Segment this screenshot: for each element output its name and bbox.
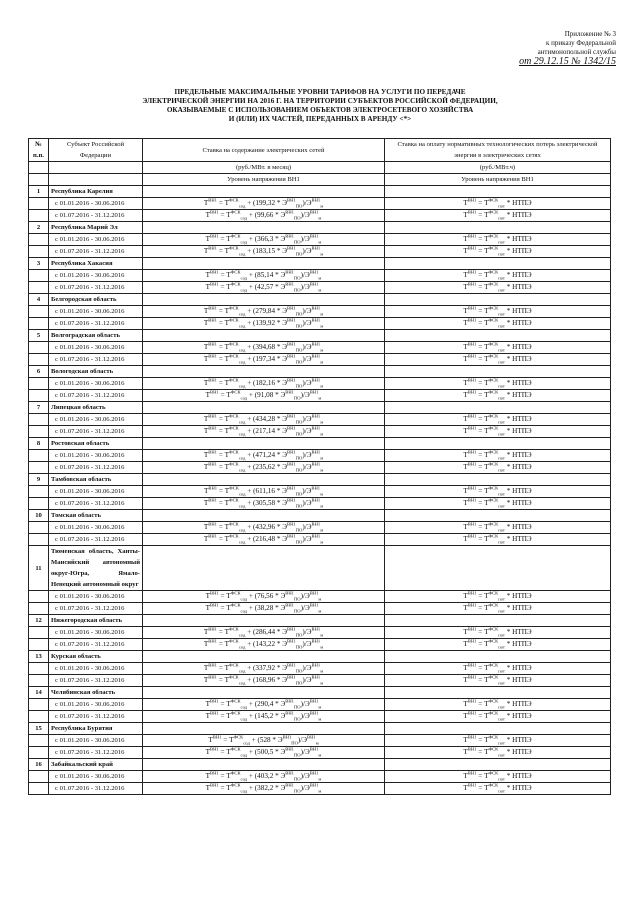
- maintenance-coefficient: 91,08: [257, 391, 274, 399]
- row-number: 8: [29, 438, 49, 450]
- appendix-line-3: антимонопольной службы: [537, 48, 616, 56]
- losses-formula: $T^{ВН1} = T^{ФСК}_{пот}$ * НТПЭ: [385, 591, 611, 603]
- period-label: с 01.07.2016 - 31.12.2016: [49, 498, 143, 510]
- period-label: с 01.01.2016 - 30.06.2016: [49, 591, 143, 603]
- period-num-blank: [29, 603, 49, 615]
- period-num-blank: [29, 234, 49, 246]
- maintenance-coefficient: 168,96: [255, 676, 276, 684]
- losses-formula: $T^{ВН1} = T^{ФСК}_{пот}$ * НТПЭ: [385, 378, 611, 390]
- period-label: с 01.07.2016 - 31.12.2016: [49, 426, 143, 438]
- maintenance-coefficient: 216,48: [255, 535, 276, 543]
- appendix-line-1: Приложение № 3: [564, 30, 616, 38]
- level-losses: Уровень напряжения ВН1: [385, 174, 611, 186]
- region-name: Белгородская область: [49, 294, 143, 306]
- losses-formula: $T^{ВН1} = T^{ФСК}_{пот}$ * НТПЭ: [385, 414, 611, 426]
- maintenance-formula: $T^{ВН1} = T^{ФСК}_{сод} + (382,2 * Э^{ВН1}_{ПО})/Э^{ВН1}_м$: [143, 783, 385, 795]
- period-label: с 01.07.2016 - 31.12.2016: [49, 354, 143, 366]
- region-row: [29, 222, 611, 234]
- region-row: [29, 474, 611, 486]
- period-num-blank: [29, 639, 49, 651]
- maintenance-formula: $T^{ВН1} = T^{ФСК}_{сод} + (143,22 * Э^{ВН1}_{ПО})/Э^{ВН1}_м$: [143, 639, 385, 651]
- maintenance-formula: $T^{ВН1} = T^{ФСК}_{сод} + (305,58 * Э^{ВН1}_{ПО})/Э^{ВН1}_м$: [143, 498, 385, 510]
- losses-formula: $T^{ВН1} = T^{ФСК}_{пот}$ * НТПЭ: [385, 486, 611, 498]
- losses-formula: $T^{ВН1} = T^{ФСК}_{пот}$ * НТПЭ: [385, 462, 611, 474]
- table-level-row: [29, 174, 611, 186]
- region-row: [29, 366, 611, 378]
- level-maintenance: Уровень напряжения ВН1: [143, 174, 385, 186]
- region-name: Республика Бурятия: [49, 723, 143, 735]
- losses-formula: $T^{ВН1} = T^{ФСК}_{пот}$ * НТПЭ: [385, 390, 611, 402]
- period-row: [29, 591, 611, 603]
- region-blank-maintenance: [143, 438, 385, 450]
- region-name: Курская область: [49, 651, 143, 663]
- period-label: с 01.01.2016 - 30.06.2016: [49, 306, 143, 318]
- period-num-blank: [29, 450, 49, 462]
- maintenance-coefficient: 337,92: [255, 664, 276, 672]
- maintenance-coefficient: 290,4: [257, 700, 274, 708]
- period-label: с 01.01.2016 - 30.06.2016: [49, 699, 143, 711]
- maintenance-formula: $T^{ВН1} = T^{ФСК}_{сод} + (394,68 * Э^{ВН1}_{ПО})/Э^{ВН1}_м$: [143, 342, 385, 354]
- region-name: Ростовская область: [49, 438, 143, 450]
- period-num-blank: [29, 735, 49, 747]
- maintenance-coefficient: 528: [259, 736, 271, 744]
- level-spacer-2: [49, 174, 143, 186]
- maintenance-coefficient: 305,58: [255, 499, 276, 507]
- period-row: [29, 246, 611, 258]
- period-num-blank: [29, 270, 49, 282]
- period-row: [29, 699, 611, 711]
- region-blank-losses: [385, 759, 611, 771]
- table-header-row: [29, 139, 611, 162]
- region-row: [29, 186, 611, 198]
- period-num-blank: [29, 390, 49, 402]
- row-number: 14: [29, 687, 49, 699]
- region-blank-maintenance: [143, 186, 385, 198]
- region-row: [29, 651, 611, 663]
- maintenance-coefficient: 434,28: [255, 415, 276, 423]
- period-num-blank: [29, 675, 49, 687]
- period-row: [29, 627, 611, 639]
- maintenance-coefficient: 183,15: [255, 247, 276, 255]
- period-label: с 01.07.2016 - 31.12.2016: [49, 711, 143, 723]
- appendix-order-number: от 29.12.15 № 1342/15: [519, 56, 616, 67]
- period-num-blank: [29, 282, 49, 294]
- losses-formula: $T^{ВН1} = T^{ФСК}_{пот}$ * НТПЭ: [385, 306, 611, 318]
- period-num-blank: [29, 627, 49, 639]
- period-label: с 01.01.2016 - 30.06.2016: [49, 270, 143, 282]
- losses-formula: $T^{ВН1} = T^{ФСК}_{пот}$ * НТПЭ: [385, 663, 611, 675]
- period-row: [29, 639, 611, 651]
- period-num-blank: [29, 771, 49, 783]
- losses-formula: $T^{ВН1} = T^{ФСК}_{пот}$ * НТПЭ: [385, 771, 611, 783]
- row-number: 2: [29, 222, 49, 234]
- maintenance-formula: $T^{ВН1} = T^{ФСК}_{сод} + (91,08 * Э^{ВН1}_{ПО})/Э^{ВН1}_м$: [143, 390, 385, 402]
- maintenance-formula: $T^{ВН1} = T^{ФСК}_{сод} + (99,66 * Э^{ВН1}_{ПО})/Э^{ВН1}_м$: [143, 210, 385, 222]
- title-line-3: ОКАЗЫВАЕМЫЕ С ИСПОЛЬЗОВАНИЕМ ОБЪЕКТОВ ЭЛЕКТРОСЕТЕВОГО ХОЗЯЙСТВА: [166, 106, 474, 114]
- period-row: [29, 747, 611, 759]
- maintenance-formula: $T^{ВН1} = T^{ФСК}_{сод} + (290,4 * Э^{ВН1}_{ПО})/Э^{ВН1}_м$: [143, 699, 385, 711]
- period-label: с 01.07.2016 - 31.12.2016: [49, 747, 143, 759]
- period-label: с 01.01.2016 - 30.06.2016: [49, 234, 143, 246]
- maintenance-coefficient: 611,16: [255, 487, 275, 495]
- region-name: Забайкальский край: [49, 759, 143, 771]
- maintenance-coefficient: 279,84: [255, 307, 276, 315]
- region-blank-maintenance: [143, 402, 385, 414]
- maintenance-coefficient: 217,14: [255, 427, 276, 435]
- row-number: 15: [29, 723, 49, 735]
- period-row: [29, 486, 611, 498]
- period-label: с 01.01.2016 - 30.06.2016: [49, 663, 143, 675]
- period-row: [29, 198, 611, 210]
- losses-formula: $T^{ВН1} = T^{ФСК}_{пот}$ * НТПЭ: [385, 783, 611, 795]
- header-subject: Субъект Российской Федерации: [49, 139, 143, 162]
- region-name: Томская область: [49, 510, 143, 522]
- unit-spacer-2: [49, 162, 143, 174]
- maintenance-formula: $T^{ВН1} = T^{ФСК}_{сод} + (42,57 * Э^{ВН1}_{ПО})/Э^{ВН1}_м$: [143, 282, 385, 294]
- period-num-blank: [29, 354, 49, 366]
- losses-formula: $T^{ВН1} = T^{ФСК}_{пот}$ * НТПЭ: [385, 747, 611, 759]
- region-blank-maintenance: [143, 366, 385, 378]
- period-row: [29, 234, 611, 246]
- period-label: с 01.01.2016 - 30.06.2016: [49, 735, 143, 747]
- region-blank-maintenance: [143, 546, 385, 591]
- region-blank-losses: [385, 723, 611, 735]
- region-name: Республика Хакасия: [49, 258, 143, 270]
- losses-formula: $T^{ВН1} = T^{ФСК}_{пот}$ * НТПЭ: [385, 522, 611, 534]
- maintenance-formula: $T^{ВН1} = T^{ФСК}_{сод} + (199,32 * Э^{ВН1}_{ПО})/Э^{ВН1}_м$: [143, 198, 385, 210]
- period-label: с 01.07.2016 - 31.12.2016: [49, 282, 143, 294]
- period-num-blank: [29, 699, 49, 711]
- losses-formula: $T^{ВН1} = T^{ФСК}_{пот}$ * НТПЭ: [385, 498, 611, 510]
- region-name: Липецкая область: [49, 402, 143, 414]
- region-blank-losses: [385, 402, 611, 414]
- losses-formula: $T^{ВН1} = T^{ФСК}_{пот}$ * НТПЭ: [385, 426, 611, 438]
- maintenance-formula: $T^{ВН1} = T^{ФСК}_{сод} + (216,48 * Э^{ВН1}_{ПО})/Э^{ВН1}_м$: [143, 534, 385, 546]
- period-row: [29, 450, 611, 462]
- period-row: [29, 426, 611, 438]
- period-num-blank: [29, 498, 49, 510]
- losses-formula: $T^{ВН1} = T^{ФСК}_{пот}$ * НТПЭ: [385, 639, 611, 651]
- losses-formula: $T^{ВН1} = T^{ФСК}_{пот}$ * НТПЭ: [385, 354, 611, 366]
- maintenance-formula: $T^{ВН1} = T^{ФСК}_{сод} + (528 * Э^{ВН1}_{ПО})/Э^{ВН1}_м$: [143, 735, 385, 747]
- maintenance-coefficient: 286,44: [255, 628, 276, 636]
- maintenance-coefficient: 500,5: [257, 748, 274, 756]
- period-row: [29, 771, 611, 783]
- period-label: с 01.01.2016 - 30.06.2016: [49, 771, 143, 783]
- maintenance-formula: $T^{ВН1} = T^{ФСК}_{сод} + (366,3 * Э^{ВН1}_{ПО})/Э^{ВН1}_м$: [143, 234, 385, 246]
- maintenance-formula: $T^{ВН1} = T^{ФСК}_{сод} + (337,92 * Э^{ВН1}_{ПО})/Э^{ВН1}_м$: [143, 663, 385, 675]
- maintenance-coefficient: 145,2: [257, 712, 274, 720]
- region-row: [29, 402, 611, 414]
- period-num-blank: [29, 783, 49, 795]
- period-num-blank: [29, 210, 49, 222]
- maintenance-formula: $T^{ВН1} = T^{ФСК}_{сод} + (403,2 * Э^{ВН1}_{ПО})/Э^{ВН1}_м$: [143, 771, 385, 783]
- period-row: [29, 534, 611, 546]
- row-number: 12: [29, 615, 49, 627]
- period-label: с 01.07.2016 - 31.12.2016: [49, 246, 143, 258]
- maintenance-coefficient: 403,2: [257, 772, 274, 780]
- region-blank-losses: [385, 615, 611, 627]
- losses-formula: $T^{ВН1} = T^{ФСК}_{пот}$ * НТПЭ: [385, 246, 611, 258]
- period-label: с 01.07.2016 - 31.12.2016: [49, 210, 143, 222]
- region-row: [29, 258, 611, 270]
- unit-spacer-1: [29, 162, 49, 174]
- maintenance-formula: $T^{ВН1} = T^{ФСК}_{сод} + (197,34 * Э^{ВН1}_{ПО})/Э^{ВН1}_м$: [143, 354, 385, 366]
- region-blank-losses: [385, 186, 611, 198]
- region-name: Тюменская область, Ханты-Мансийский автономный округ-Югра, Ямало-Ненецкий автономный округ: [49, 546, 143, 591]
- region-blank-losses: [385, 510, 611, 522]
- maintenance-coefficient: 432,96: [255, 523, 276, 531]
- maintenance-formula: $T^{ВН1} = T^{ФСК}_{сод} + (279,84 * Э^{ВН1}_{ПО})/Э^{ВН1}_м$: [143, 306, 385, 318]
- row-number: 13: [29, 651, 49, 663]
- maintenance-formula: $T^{ВН1} = T^{ФСК}_{сод} + (145,2 * Э^{ВН1}_{ПО})/Э^{ВН1}_м$: [143, 711, 385, 723]
- region-blank-maintenance: [143, 330, 385, 342]
- maintenance-coefficient: 235,62: [255, 463, 276, 471]
- row-number: 10: [29, 510, 49, 522]
- table-unit-row: [29, 162, 611, 174]
- maintenance-formula: $T^{ВН1} = T^{ФСК}_{сод} + (500,5 * Э^{ВН1}_{ПО})/Э^{ВН1}_м$: [143, 747, 385, 759]
- maintenance-formula: $T^{ВН1} = T^{ФСК}_{сод} + (182,16 * Э^{ВН1}_{ПО})/Э^{ВН1}_м$: [143, 378, 385, 390]
- region-row: [29, 294, 611, 306]
- period-label: с 01.07.2016 - 31.12.2016: [49, 318, 143, 330]
- period-row: [29, 390, 611, 402]
- maintenance-coefficient: 99,66: [257, 211, 274, 219]
- region-blank-maintenance: [143, 294, 385, 306]
- losses-formula: $T^{ВН1} = T^{ФСК}_{пот}$ * НТПЭ: [385, 675, 611, 687]
- region-blank-losses: [385, 222, 611, 234]
- region-blank-maintenance: [143, 651, 385, 663]
- region-blank-maintenance: [143, 510, 385, 522]
- period-row: [29, 282, 611, 294]
- maintenance-coefficient: 76,56: [257, 592, 274, 600]
- period-label: с 01.01.2016 - 30.06.2016: [49, 522, 143, 534]
- period-num-blank: [29, 342, 49, 354]
- region-row: [29, 330, 611, 342]
- row-number: 7: [29, 402, 49, 414]
- period-num-blank: [29, 663, 49, 675]
- level-spacer-1: [29, 174, 49, 186]
- region-blank-losses: [385, 330, 611, 342]
- period-row: [29, 498, 611, 510]
- period-num-blank: [29, 426, 49, 438]
- losses-formula: $T^{ВН1} = T^{ФСК}_{пот}$ * НТПЭ: [385, 342, 611, 354]
- losses-formula: $T^{ВН1} = T^{ФСК}_{пот}$ * НТПЭ: [385, 234, 611, 246]
- losses-formula: $T^{ВН1} = T^{ФСК}_{пот}$ * НТПЭ: [385, 735, 611, 747]
- period-label: с 01.01.2016 - 30.06.2016: [49, 450, 143, 462]
- maintenance-coefficient: 394,68: [255, 343, 276, 351]
- region-blank-maintenance: [143, 687, 385, 699]
- period-label: с 01.07.2016 - 31.12.2016: [49, 534, 143, 546]
- maintenance-coefficient: 38,28: [257, 604, 274, 612]
- header-losses: Ставка на оплату нормативных технологических потерь электрической энергии в электрических сетях: [385, 139, 611, 162]
- losses-formula: $T^{ВН1} = T^{ФСК}_{пот}$ * НТПЭ: [385, 318, 611, 330]
- losses-formula: $T^{ВН1} = T^{ФСК}_{пот}$ * НТПЭ: [385, 210, 611, 222]
- maintenance-coefficient: 143,22: [255, 640, 276, 648]
- period-num-blank: [29, 522, 49, 534]
- region-blank-losses: [385, 438, 611, 450]
- header-num: № п.п.: [29, 139, 49, 162]
- period-row: [29, 462, 611, 474]
- period-row: [29, 318, 611, 330]
- period-num-blank: [29, 318, 49, 330]
- region-row: [29, 687, 611, 699]
- period-num-blank: [29, 747, 49, 759]
- losses-formula: $T^{ВН1} = T^{ФСК}_{пот}$ * НТПЭ: [385, 534, 611, 546]
- maintenance-coefficient: 42,57: [257, 283, 274, 291]
- maintenance-coefficient: 182,16: [255, 379, 276, 387]
- period-num-blank: [29, 591, 49, 603]
- maintenance-coefficient: 197,34: [255, 355, 276, 363]
- region-blank-losses: [385, 687, 611, 699]
- region-row: [29, 438, 611, 450]
- losses-formula: $T^{ВН1} = T^{ФСК}_{пот}$ * НТПЭ: [385, 699, 611, 711]
- region-row: [29, 546, 611, 591]
- losses-formula: $T^{ВН1} = T^{ФСК}_{пот}$ * НТПЭ: [385, 282, 611, 294]
- losses-formula: $T^{ВН1} = T^{ФСК}_{пот}$ * НТПЭ: [385, 711, 611, 723]
- region-name: Челябинская область: [49, 687, 143, 699]
- region-blank-losses: [385, 474, 611, 486]
- maintenance-formula: $T^{ВН1} = T^{ФСК}_{сод} + (139,92 * Э^{ВН1}_{ПО})/Э^{ВН1}_м$: [143, 318, 385, 330]
- maintenance-coefficient: 199,32: [255, 199, 276, 207]
- tariff-table: [28, 138, 611, 795]
- period-num-blank: [29, 711, 49, 723]
- period-row: [29, 354, 611, 366]
- row-number: 16: [29, 759, 49, 771]
- region-blank-maintenance: [143, 723, 385, 735]
- losses-formula: $T^{ВН1} = T^{ФСК}_{пот}$ * НТПЭ: [385, 603, 611, 615]
- period-num-blank: [29, 462, 49, 474]
- maintenance-formula: $T^{ВН1} = T^{ФСК}_{сод} + (235,62 * Э^{ВН1}_{ПО})/Э^{ВН1}_м$: [143, 462, 385, 474]
- region-row: [29, 510, 611, 522]
- maintenance-coefficient: 471,24: [255, 451, 276, 459]
- period-num-blank: [29, 246, 49, 258]
- appendix-note: [456, 30, 616, 66]
- maintenance-coefficient: 382,2: [257, 784, 274, 792]
- region-blank-losses: [385, 366, 611, 378]
- period-num-blank: [29, 198, 49, 210]
- period-row: [29, 783, 611, 795]
- row-number: 3: [29, 258, 49, 270]
- maintenance-coefficient: 139,92: [255, 319, 276, 327]
- losses-formula: $T^{ВН1} = T^{ФСК}_{пот}$ * НТПЭ: [385, 627, 611, 639]
- maintenance-formula: $T^{ВН1} = T^{ФСК}_{сод} + (76,56 * Э^{ВН1}_{ПО})/Э^{ВН1}_м$: [143, 591, 385, 603]
- period-num-blank: [29, 306, 49, 318]
- region-row: [29, 615, 611, 627]
- header-maintenance: Ставка на содержание электрических сетей: [143, 139, 385, 162]
- table-body: [29, 186, 611, 795]
- region-name: Тамбовская область: [49, 474, 143, 486]
- period-label: с 01.01.2016 - 30.06.2016: [49, 627, 143, 639]
- region-row: [29, 759, 611, 771]
- row-number: 11: [29, 546, 49, 591]
- title-line-4: И (ИЛИ) ИХ ЧАСТЕЙ, ПЕРЕДАННЫХ В АРЕНДУ <*>: [228, 115, 412, 123]
- region-blank-losses: [385, 651, 611, 663]
- period-num-blank: [29, 378, 49, 390]
- region-name: Республика Карелия: [49, 186, 143, 198]
- maintenance-coefficient: 85,14: [257, 271, 274, 279]
- period-num-blank: [29, 414, 49, 426]
- period-row: [29, 306, 611, 318]
- period-label: с 01.07.2016 - 31.12.2016: [49, 390, 143, 402]
- period-label: с 01.07.2016 - 31.12.2016: [49, 783, 143, 795]
- period-row: [29, 378, 611, 390]
- period-row: [29, 735, 611, 747]
- row-number: 9: [29, 474, 49, 486]
- period-row: [29, 603, 611, 615]
- maintenance-formula: $T^{ВН1} = T^{ФСК}_{сод} + (286,44 * Э^{ВН1}_{ПО})/Э^{ВН1}_м$: [143, 627, 385, 639]
- losses-formula: $T^{ВН1} = T^{ФСК}_{пот}$ * НТПЭ: [385, 450, 611, 462]
- period-row: [29, 270, 611, 282]
- document-title: [60, 88, 580, 124]
- region-name: Нижегородская область: [49, 615, 143, 627]
- unit-losses: (руб./МВт.ч): [385, 162, 611, 174]
- maintenance-coefficient: 366,3: [257, 235, 274, 243]
- region-blank-maintenance: [143, 222, 385, 234]
- row-number: 4: [29, 294, 49, 306]
- appendix-line-2: к приказу Федеральной: [546, 39, 616, 47]
- period-label: с 01.01.2016 - 30.06.2016: [49, 414, 143, 426]
- region-blank-maintenance: [143, 474, 385, 486]
- maintenance-formula: $T^{ВН1} = T^{ФСК}_{сод} + (168,96 * Э^{ВН1}_{ПО})/Э^{ВН1}_м$: [143, 675, 385, 687]
- period-label: с 01.01.2016 - 30.06.2016: [49, 486, 143, 498]
- period-row: [29, 414, 611, 426]
- region-blank-maintenance: [143, 258, 385, 270]
- period-label: с 01.07.2016 - 31.12.2016: [49, 462, 143, 474]
- period-row: [29, 342, 611, 354]
- period-num-blank: [29, 534, 49, 546]
- period-row: [29, 663, 611, 675]
- maintenance-formula: $T^{ВН1} = T^{ФСК}_{сод} + (471,24 * Э^{ВН1}_{ПО})/Э^{ВН1}_м$: [143, 450, 385, 462]
- losses-formula: $T^{ВН1} = T^{ФСК}_{пот}$ * НТПЭ: [385, 270, 611, 282]
- title-line-1: ПРЕДЕЛЬНЫЕ МАКСИМАЛЬНЫЕ УРОВНИ ТАРИФОВ НА УСЛУГИ ПО ПЕРЕДАЧЕ: [174, 88, 466, 96]
- row-number: 1: [29, 186, 49, 198]
- period-row: [29, 522, 611, 534]
- maintenance-formula: $T^{ВН1} = T^{ФСК}_{сод} + (38,28 * Э^{ВН1}_{ПО})/Э^{ВН1}_м$: [143, 603, 385, 615]
- region-blank-losses: [385, 546, 611, 591]
- period-label: с 01.07.2016 - 31.12.2016: [49, 603, 143, 615]
- period-label: с 01.07.2016 - 31.12.2016: [49, 639, 143, 651]
- region-blank-losses: [385, 258, 611, 270]
- region-blank-losses: [385, 294, 611, 306]
- period-num-blank: [29, 486, 49, 498]
- region-blank-maintenance: [143, 759, 385, 771]
- maintenance-formula: $T^{ВН1} = T^{ФСК}_{сод} + (611,16 * Э^{ВН1}_{ПО})/Э^{ВН1}_м$: [143, 486, 385, 498]
- title-line-2: ЭЛЕКТРИЧЕСКОЙ ЭНЕРГИИ НА 2016 Г. НА ТЕРРИТОРИИ СУБЪЕКТОВ РОССИЙСКОЙ ФЕДЕРАЦИИ,: [142, 97, 498, 105]
- period-row: [29, 711, 611, 723]
- maintenance-formula: $T^{ВН1} = T^{ФСК}_{сод} + (217,14 * Э^{ВН1}_{ПО})/Э^{ВН1}_м$: [143, 426, 385, 438]
- region-name: Волгоградская область: [49, 330, 143, 342]
- losses-formula: $T^{ВН1} = T^{ФСК}_{пот}$ * НТПЭ: [385, 198, 611, 210]
- unit-maintenance: (руб./МВт. в месяц): [143, 162, 385, 174]
- period-label: с 01.07.2016 - 31.12.2016: [49, 675, 143, 687]
- period-row: [29, 210, 611, 222]
- region-name: Вологодская область: [49, 366, 143, 378]
- row-number: 6: [29, 366, 49, 378]
- region-blank-maintenance: [143, 615, 385, 627]
- maintenance-formula: $T^{ВН1} = T^{ФСК}_{сод} + (432,96 * Э^{ВН1}_{ПО})/Э^{ВН1}_м$: [143, 522, 385, 534]
- region-name: Республика Марий Эл: [49, 222, 143, 234]
- row-number: 5: [29, 330, 49, 342]
- maintenance-formula: $T^{ВН1} = T^{ФСК}_{сод} + (85,14 * Э^{ВН1}_{ПО})/Э^{ВН1}_м$: [143, 270, 385, 282]
- maintenance-formula: $T^{ВН1} = T^{ФСК}_{сод} + (183,15 * Э^{ВН1}_{ПО})/Э^{ВН1}_м$: [143, 246, 385, 258]
- region-row: [29, 723, 611, 735]
- maintenance-formula: $T^{ВН1} = T^{ФСК}_{сод} + (434,28 * Э^{ВН1}_{ПО})/Э^{ВН1}_м$: [143, 414, 385, 426]
- period-label: с 01.01.2016 - 30.06.2016: [49, 378, 143, 390]
- period-label: с 01.01.2016 - 30.06.2016: [49, 198, 143, 210]
- period-row: [29, 675, 611, 687]
- period-label: с 01.01.2016 - 30.06.2016: [49, 342, 143, 354]
